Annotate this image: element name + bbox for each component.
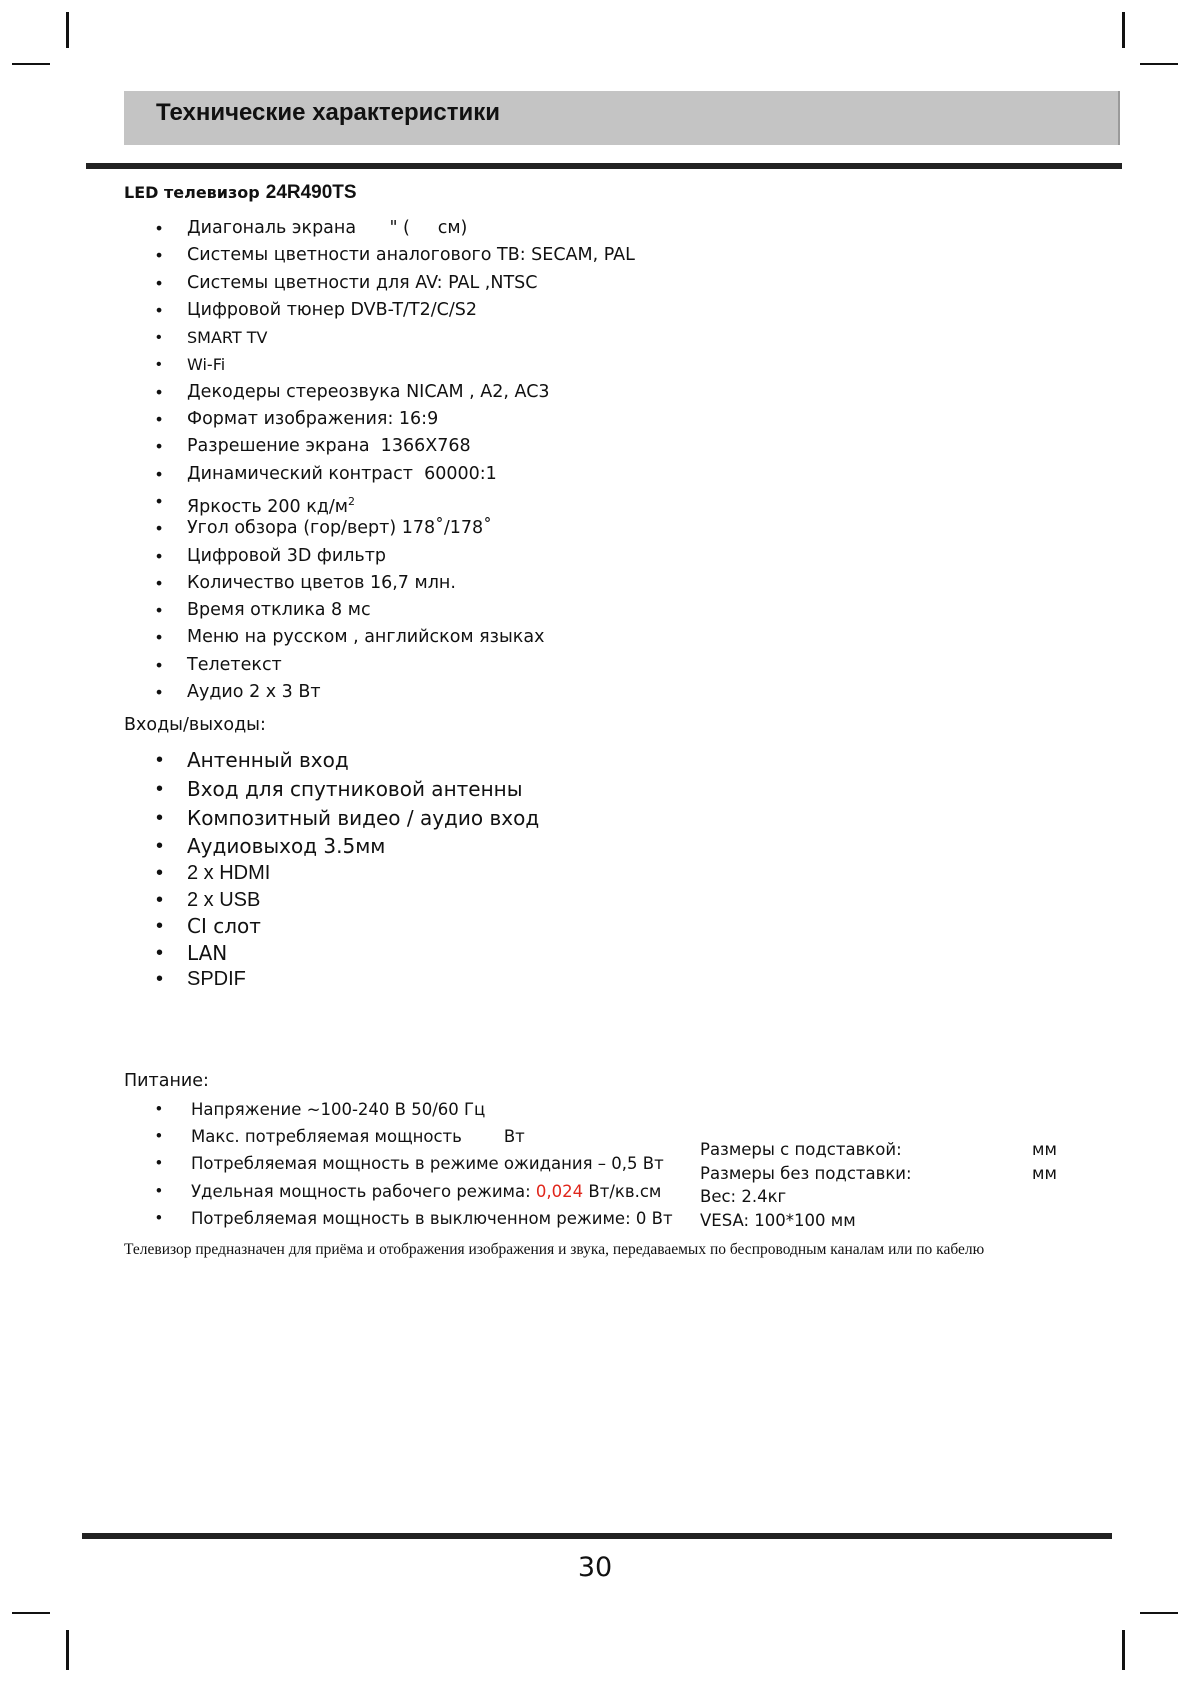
specific-power-value: 0,024 [535,1181,584,1201]
io-item: • Аудиовыход 3.5мм [124,833,539,860]
io-item: • LAN [124,940,539,967]
crop-mark [1122,1630,1125,1670]
io-item: • Антенный вход [124,746,539,775]
spec-item: • Системы цветности для AV: PAL ,NTSC [124,270,635,297]
spec-item: • Аудио 2 х 3 Вт [124,679,635,706]
io-item: • SPDIF [124,966,539,993]
spec-list [124,215,635,706]
page-title: Технические характеристики [156,99,501,126]
vesa: VESA: 100*100 мм [700,1210,856,1230]
crop-mark [1140,1612,1178,1614]
power-item: • Потребляемая мощность в режиме ожидания – 0,5 Вт [124,1150,673,1177]
weight: Вес: 2.4кг [700,1187,787,1206]
spec-item: • Меню на русском , английском языках [124,624,635,651]
power-item: • Напряжение ~100-240 В 50/60 Гц [124,1096,673,1123]
crop-mark [12,1612,50,1614]
crop-mark [1140,63,1178,65]
io-list [124,746,539,993]
crop-mark [1122,12,1125,48]
spec-item: • Цифровой тюнер DVB-T/T2/C/S2 [124,297,635,324]
dims-with-stand: Размеры с подставкой: мм [700,1140,1057,1159]
crop-mark [12,63,50,65]
dims-without-stand: Размеры без подставки: мм [700,1163,1057,1183]
io-item: • 2 x USB [124,887,539,914]
io-item: • Композитный видео / аудио вход [124,804,539,833]
spec-item: • Формат изображения: 16:9 [124,406,635,433]
spec-item: • Декодеры стереозвука NICAM , A2, AC3 [124,379,635,406]
power-heading: Питание: [124,1071,209,1091]
spec-item: • Угол обзора (гор/верт) 178˚/178˚ [124,515,635,542]
spec-item: • Динамический контраст 60000:1 [124,461,635,488]
section-header [124,91,1120,145]
power-item: • Удельная мощность рабочего режима: 0,024 Вт/кв.см [124,1178,673,1205]
spec-item: • Разрешение экрана 1366X768 [124,433,635,460]
io-item: • 2 x HDMI [124,860,539,887]
spec-item: • SMART TV [124,324,635,351]
spec-item: • Диагональ экрана " ( см) [124,215,635,242]
product-model: 24R490TS [265,182,357,203]
spec-item: • Wi-Fi [124,351,635,378]
product-prefix: LED телевизор [124,183,260,202]
spec-item: • Цифровой 3D фильтр [124,543,635,570]
crop-mark [66,12,69,48]
io-item: • Вход для спутниковой антенны [124,775,539,804]
io-heading: Входы/выходы: [124,715,266,735]
power-list [124,1096,673,1232]
dimensions-block [700,1138,1060,1232]
power-item: • Макс. потребляемая мощность Вт [124,1123,673,1150]
io-item: • CI слот [124,913,539,940]
spec-item: • Яркость 200 $кд/м^2$ [124,488,635,515]
spec-item: • Системы цветности аналогового ТВ: SECAM, PAL [124,242,635,269]
crop-mark [66,1630,69,1670]
usage-note: Телевизор предназначен для приёма и отображения изображения и звука, передаваемых по беспроводным каналам или по кабелю [124,1241,985,1258]
spec-item: • Время отклика 8 мс [124,597,635,624]
superscript: 2 [347,494,355,508]
footer-divider [82,1533,1112,1539]
header-divider [86,163,1122,169]
page-number: 30 [577,1552,613,1583]
spec-item: • Количество цветов 16,7 млн. [124,570,635,597]
power-item: • Потребляемая мощность в выключенном режиме: 0 Вт [124,1205,673,1232]
spec-item: • Телетекст [124,652,635,679]
product-line [124,182,357,204]
